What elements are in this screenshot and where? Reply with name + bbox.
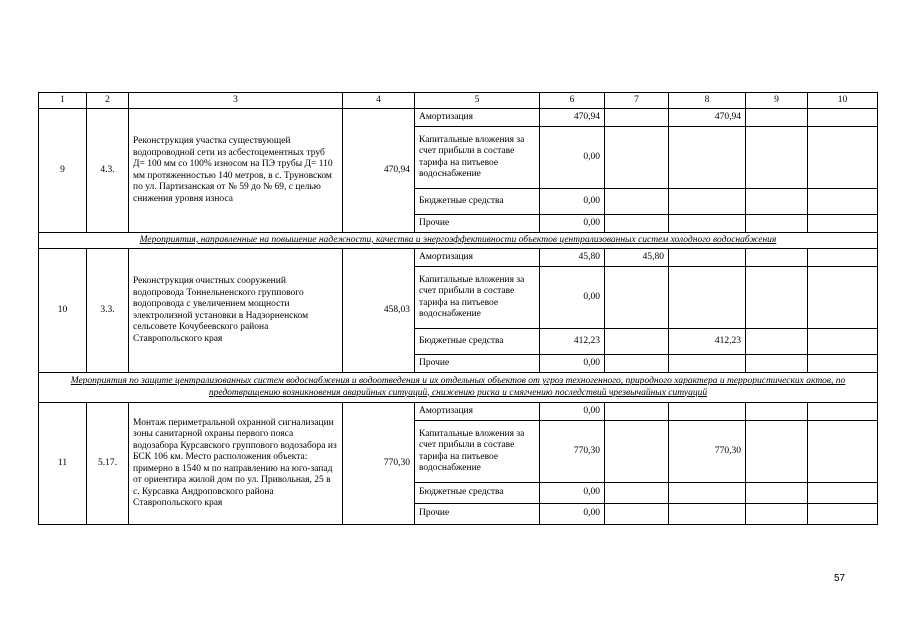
value-cell [669, 127, 746, 189]
value-cell [808, 483, 878, 504]
row-total: 770,30 [343, 403, 415, 525]
value-cell: 770,30 [540, 421, 605, 483]
table-row [39, 109, 878, 127]
value-cell [746, 215, 808, 233]
source-label: Капитальные вложения за счет прибыли в составе тарифа на питьевое водоснабжение [415, 267, 540, 329]
row-number: 9 [39, 109, 87, 233]
value-cell [669, 504, 746, 525]
row-number: 10 [39, 249, 87, 373]
investment-table [38, 92, 878, 525]
value-cell [605, 329, 669, 355]
value-cell [746, 355, 808, 373]
source-label: Прочие [415, 215, 540, 233]
value-cell: 0,00 [540, 355, 605, 373]
row-total: 458,03 [343, 249, 415, 373]
value-cell [746, 421, 808, 483]
value-cell [669, 215, 746, 233]
source-label: Бюджетные средства [415, 483, 540, 504]
table-row [39, 249, 878, 267]
value-cell: 0,00 [540, 215, 605, 233]
value-cell [669, 249, 746, 267]
value-cell: 0,00 [540, 483, 605, 504]
value-cell: 0,00 [540, 504, 605, 525]
section-row [39, 233, 878, 249]
value-cell [808, 403, 878, 421]
value-cell: 770,30 [669, 421, 746, 483]
value-cell [746, 267, 808, 329]
value-cell [669, 267, 746, 329]
value-cell [808, 109, 878, 127]
header-cell: 2 [87, 93, 129, 109]
header-cell: 8 [669, 93, 746, 109]
value-cell [746, 127, 808, 189]
value-cell [605, 127, 669, 189]
value-cell [808, 504, 878, 525]
table-row [39, 403, 878, 421]
source-label: Амортизация [415, 249, 540, 267]
section-title: Мероприятия, направленные на повышение надежности, качества и энергоэффективности объектов централизованных систем холодного водоснабжения [39, 233, 878, 249]
row-description: Реконструкция участка существующей водопроводной сети из асбестоцементных труб Д= 100 мм со 100% износом на ПЭ трубы Д= 110 мм протяженностью 140 метров, в с. Труновском по ул. Партизанская от № 59 до № 69, с целью снижения уровня износа [129, 109, 343, 233]
header-row [39, 93, 878, 109]
source-label: Капитальные вложения за счет прибыли в составе тарифа на питьевое водоснабжение [415, 127, 540, 189]
row-number: 11 [39, 403, 87, 525]
value-cell [808, 189, 878, 215]
value-cell [605, 504, 669, 525]
value-cell [605, 267, 669, 329]
value-cell [808, 249, 878, 267]
value-cell [746, 504, 808, 525]
source-label: Амортизация [415, 109, 540, 127]
header-cell: 7 [605, 93, 669, 109]
source-label: Капитальные вложения за счет прибыли в составе тарифа на питьевое водоснабжение [415, 421, 540, 483]
value-cell: 470,94 [669, 109, 746, 127]
value-cell [808, 329, 878, 355]
header-cell: 9 [746, 93, 808, 109]
row-code: 3.3. [87, 249, 129, 373]
section-title: Мероприятия по защите централизованных систем водоснабжения и водоотведения и их отдельных объектов от угроз техногенного, природного характера и террористических актов, по предотвращению возникновения аварийных ситуаций, снижению риска и смягчению последствий чрезвычайных ситуаций [39, 373, 878, 403]
value-cell [605, 355, 669, 373]
value-cell: 0,00 [540, 267, 605, 329]
value-cell [605, 215, 669, 233]
value-cell [808, 355, 878, 373]
source-label: Бюджетные средства [415, 189, 540, 215]
value-cell: 0,00 [540, 127, 605, 189]
value-cell: 45,80 [605, 249, 669, 267]
value-cell [605, 403, 669, 421]
source-label: Прочие [415, 504, 540, 525]
section-row [39, 373, 878, 403]
value-cell [669, 403, 746, 421]
value-cell [746, 329, 808, 355]
value-cell: 412,23 [669, 329, 746, 355]
value-cell: 45,80 [540, 249, 605, 267]
value-cell: 470,94 [540, 109, 605, 127]
row-code: 4.3. [87, 109, 129, 233]
value-cell [746, 403, 808, 421]
value-cell [746, 189, 808, 215]
value-cell [808, 127, 878, 189]
source-label: Бюджетные средства [415, 329, 540, 355]
value-cell: 0,00 [540, 189, 605, 215]
value-cell [808, 215, 878, 233]
value-cell: 412,23 [540, 329, 605, 355]
row-code: 5.17. [87, 403, 129, 525]
value-cell [669, 189, 746, 215]
header-cell: 5 [415, 93, 540, 109]
row-total: 470,94 [343, 109, 415, 233]
value-cell [605, 189, 669, 215]
row-description: Монтаж периметральной охранной сигнализации зоны санитарной охраны первого пояса водозабора Курсавского группового водозабора из БСК 106 км. Место расположения объекта: примерно в 1540 м по направлению на юго-запад от ориентира жилой дом по ул. Привольная, 25 в с. Курсавка Андроповского района Ставропольского края [129, 403, 343, 525]
header-cell: 4 [343, 93, 415, 109]
value-cell [605, 109, 669, 127]
value-cell [746, 483, 808, 504]
value-cell [669, 355, 746, 373]
row-description: Реконструкция очистных сооружений водопровода Тоннельненского группового водопровода с увеличением мощности электролизной установки в Надзорненском сельсовете Кочубеевского района Ставропольского края [129, 249, 343, 373]
header-cell: 3 [129, 93, 343, 109]
value-cell: 0,00 [540, 403, 605, 421]
value-cell [605, 421, 669, 483]
source-label: Прочие [415, 355, 540, 373]
header-cell: 6 [540, 93, 605, 109]
value-cell [746, 109, 808, 127]
header-cell: 1 [39, 93, 87, 109]
value-cell [808, 421, 878, 483]
value-cell [605, 483, 669, 504]
value-cell [808, 267, 878, 329]
value-cell [746, 249, 808, 267]
source-label: Амортизация [415, 403, 540, 421]
value-cell [669, 483, 746, 504]
page-number: 57 [834, 573, 846, 584]
header-cell: 10 [808, 93, 878, 109]
